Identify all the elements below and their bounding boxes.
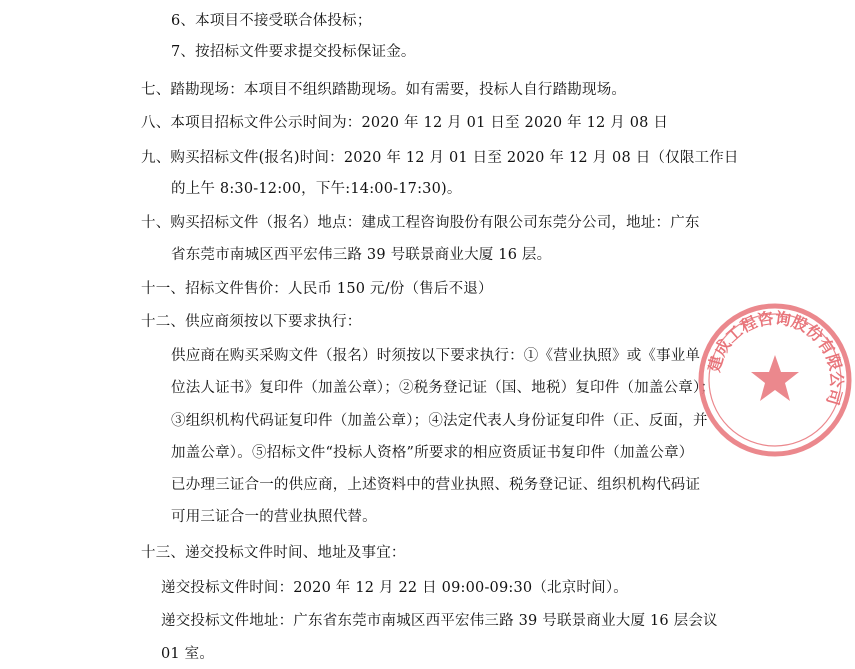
doc-line-14: 加盖公章）。⑤招标文件“投标人资格”所要求的相应资质证书复印件（加盖公章） bbox=[171, 445, 694, 461]
doc-line-15: 已办理三证合一的供应商，上述资料中的营业执照、税务登记证、组织机构代码证 bbox=[171, 477, 701, 493]
doc-line-4: 八、本项目招标文件公示时间为：2020 年 12 月 01 日至 2020 年 12 月 08 日 bbox=[141, 115, 669, 131]
company-seal bbox=[695, 300, 855, 460]
doc-line-7: 十、购买招标文件（报名）地点：建成工程咨询股份有限公司东莞分公司，地址：广东 bbox=[141, 215, 700, 231]
doc-line-3: 七、踏勘现场：本项目不组织踏勘现场。如有需要，投标人自行踏勘现场。 bbox=[141, 82, 627, 98]
doc-line-20: 01 室。 bbox=[161, 646, 215, 662]
doc-line-1: 6、本项目不接受联合体投标； bbox=[171, 13, 372, 29]
doc-line-13: ③组织机构代码证复印件（加盖公章）；④法定代表人身份证复印件（正、反面，并 bbox=[171, 413, 708, 429]
doc-line-12: 位法人证书》复印件（加盖公章）；②税务登记证（国、地税）复印件（加盖公章）； bbox=[171, 380, 716, 396]
doc-line-19: 递交投标文件地址：广东省东莞市南城区西平宏伟三路 39 号联景商业大厦 16 层会议 bbox=[161, 613, 718, 629]
doc-line-8: 省东莞市南城区西平宏伟三路 39 号联景商业大厦 16 层。 bbox=[171, 247, 552, 263]
seal-lettering: 建成工程咨询股份有限公司 bbox=[704, 308, 847, 408]
doc-line-10: 十二、供应商须按以下要求执行： bbox=[141, 314, 362, 330]
doc-line-5: 九、购买招标文件(报名)时间：2020 年 12 月 01 日至 2020 年 12 月 08 日（仅限工作日 bbox=[141, 150, 739, 166]
doc-line-17: 十三、递交投标文件时间、地址及事宜： bbox=[141, 545, 406, 561]
doc-line-9: 十一、招标文件售价：人民币 150 元/份（售后不退） bbox=[141, 281, 493, 297]
doc-line-16: 可用三证合一的营业执照代替。 bbox=[171, 509, 377, 525]
doc-line-2: 7、按招标文件要求提交投标保证金。 bbox=[171, 44, 416, 60]
doc-line-6: 的上午 8:30-12:00，下午:14:00-17:30)。 bbox=[171, 181, 462, 197]
doc-line-18: 递交投标文件时间：2020 年 12 月 22 日 09:00-09:30（北京时间）。 bbox=[161, 580, 628, 596]
doc-line-11: 供应商在购买采购文件（报名）时须按以下要求执行：①《营业执照》或《事业单 bbox=[171, 348, 701, 364]
